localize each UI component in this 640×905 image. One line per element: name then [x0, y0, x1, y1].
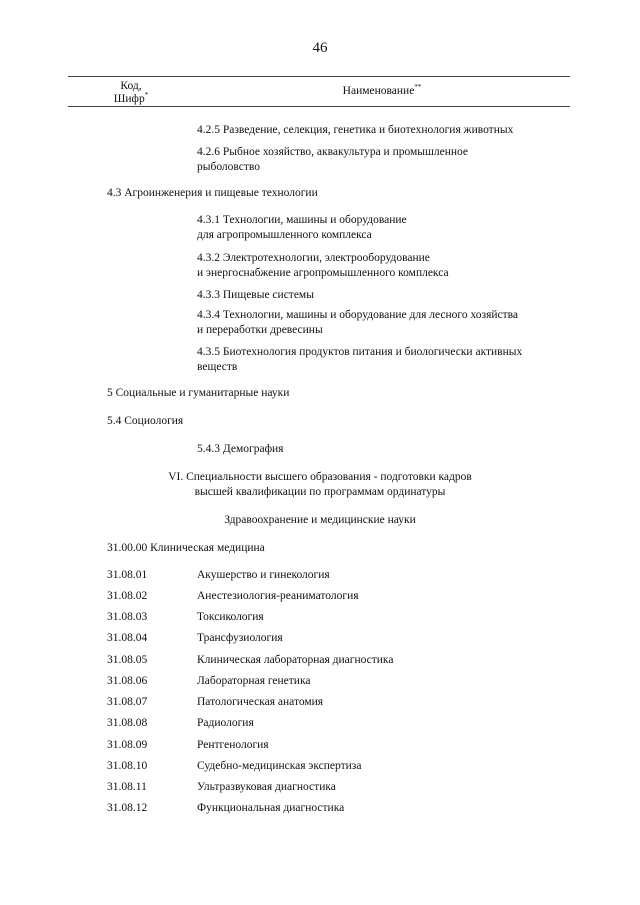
entry-4-3-3: 4.3.3 Пищевые системы: [197, 289, 314, 301]
specialty-name: Ультразвуковая диагностика: [197, 781, 336, 793]
column-header-code-line1: Код,: [120, 80, 142, 92]
column-header-code-line2: Шифр*: [113, 91, 149, 105]
entry-4-3-4: 4.3.4 Технологии, машины и оборудование для лесного хозяйства и переработки древесины: [197, 309, 519, 336]
specialty-code: 31.08.10: [107, 760, 148, 772]
footnote-mark: *: [144, 91, 149, 100]
entry-5: 5 Социальные и гуманитарные науки: [107, 387, 290, 399]
specialty-code: 31.08.12: [107, 802, 148, 814]
specialty-code: 31.08.08: [107, 717, 148, 729]
entry-4-3: 4.3 Агроинженерия и пищевые технологии: [107, 187, 318, 199]
specialty-code: 31.08.04: [107, 632, 148, 644]
specialty-name: Токсикология: [197, 611, 264, 623]
section-subtitle: Здравоохранение и медицинские науки: [224, 514, 416, 526]
specialty-name: Судебно-медицинская экспертиза: [197, 760, 362, 772]
specialty-code: 31.08.01: [107, 569, 148, 581]
header-top-rule: [68, 76, 570, 77]
column-header-code: [68, 80, 194, 106]
entry-5-4: 5.4 Социология: [107, 415, 184, 427]
specialty-name: Функциональная диагностика: [197, 802, 345, 814]
specialty-name: Анестезиология-реаниматология: [197, 590, 359, 602]
specialty-name: Радиология: [197, 717, 254, 729]
specialty-code: 31.08.05: [107, 654, 148, 666]
specialty-code: 31.08.03: [107, 611, 148, 623]
specialty-code: 31.08.06: [107, 675, 148, 687]
entry-4-2-6: 4.2.6 Рыбное хозяйство, аквакультура и промышленное рыболовство: [197, 146, 469, 173]
entry-4-3-5: 4.3.5 Биотехнология продуктов питания и биологически активных веществ: [197, 346, 523, 373]
specialty-code: 31.08.07: [107, 696, 148, 708]
entry-4-3-2: 4.3.2 Электротехнологии, электрооборудование и энергоснабжение агропромышленного комплекса: [197, 252, 449, 279]
specialty-name: Лабораторная генетика: [197, 675, 311, 687]
section-title: VI. Специальности высшего образования - подготовки кадров высшей квалификации по программам ординатуры: [168, 471, 472, 498]
specialty-name: Патологическая анатомия: [197, 696, 324, 708]
entry-4-3-1: 4.3.1 Технологии, машины и оборудование для агропромышленного комплекса: [197, 214, 407, 241]
entry-5-4-3: 5.4.3 Демография: [197, 443, 284, 455]
page-number: 46: [312, 40, 328, 56]
entry-4-2-5: 4.2.5 Разведение, селекция, генетика и биотехнология животных: [197, 124, 514, 136]
specialty-code: 31.08.02: [107, 590, 148, 602]
group-heading: 31.00.00 Клиническая медицина: [107, 542, 265, 554]
footnote-mark: **: [414, 83, 422, 92]
specialty-name: Рентгенология: [197, 739, 269, 751]
header-bottom-rule: [68, 106, 570, 107]
specialty-name: Трансфузиология: [197, 632, 283, 644]
specialty-code: 31.08.09: [107, 739, 148, 751]
specialty-code: 31.08.11: [107, 781, 147, 793]
specialty-name: Клиническая лабораторная диагностика: [197, 654, 394, 666]
column-header-name: Наименование**: [342, 83, 422, 97]
specialty-name: Акушерство и гинекология: [197, 569, 330, 581]
